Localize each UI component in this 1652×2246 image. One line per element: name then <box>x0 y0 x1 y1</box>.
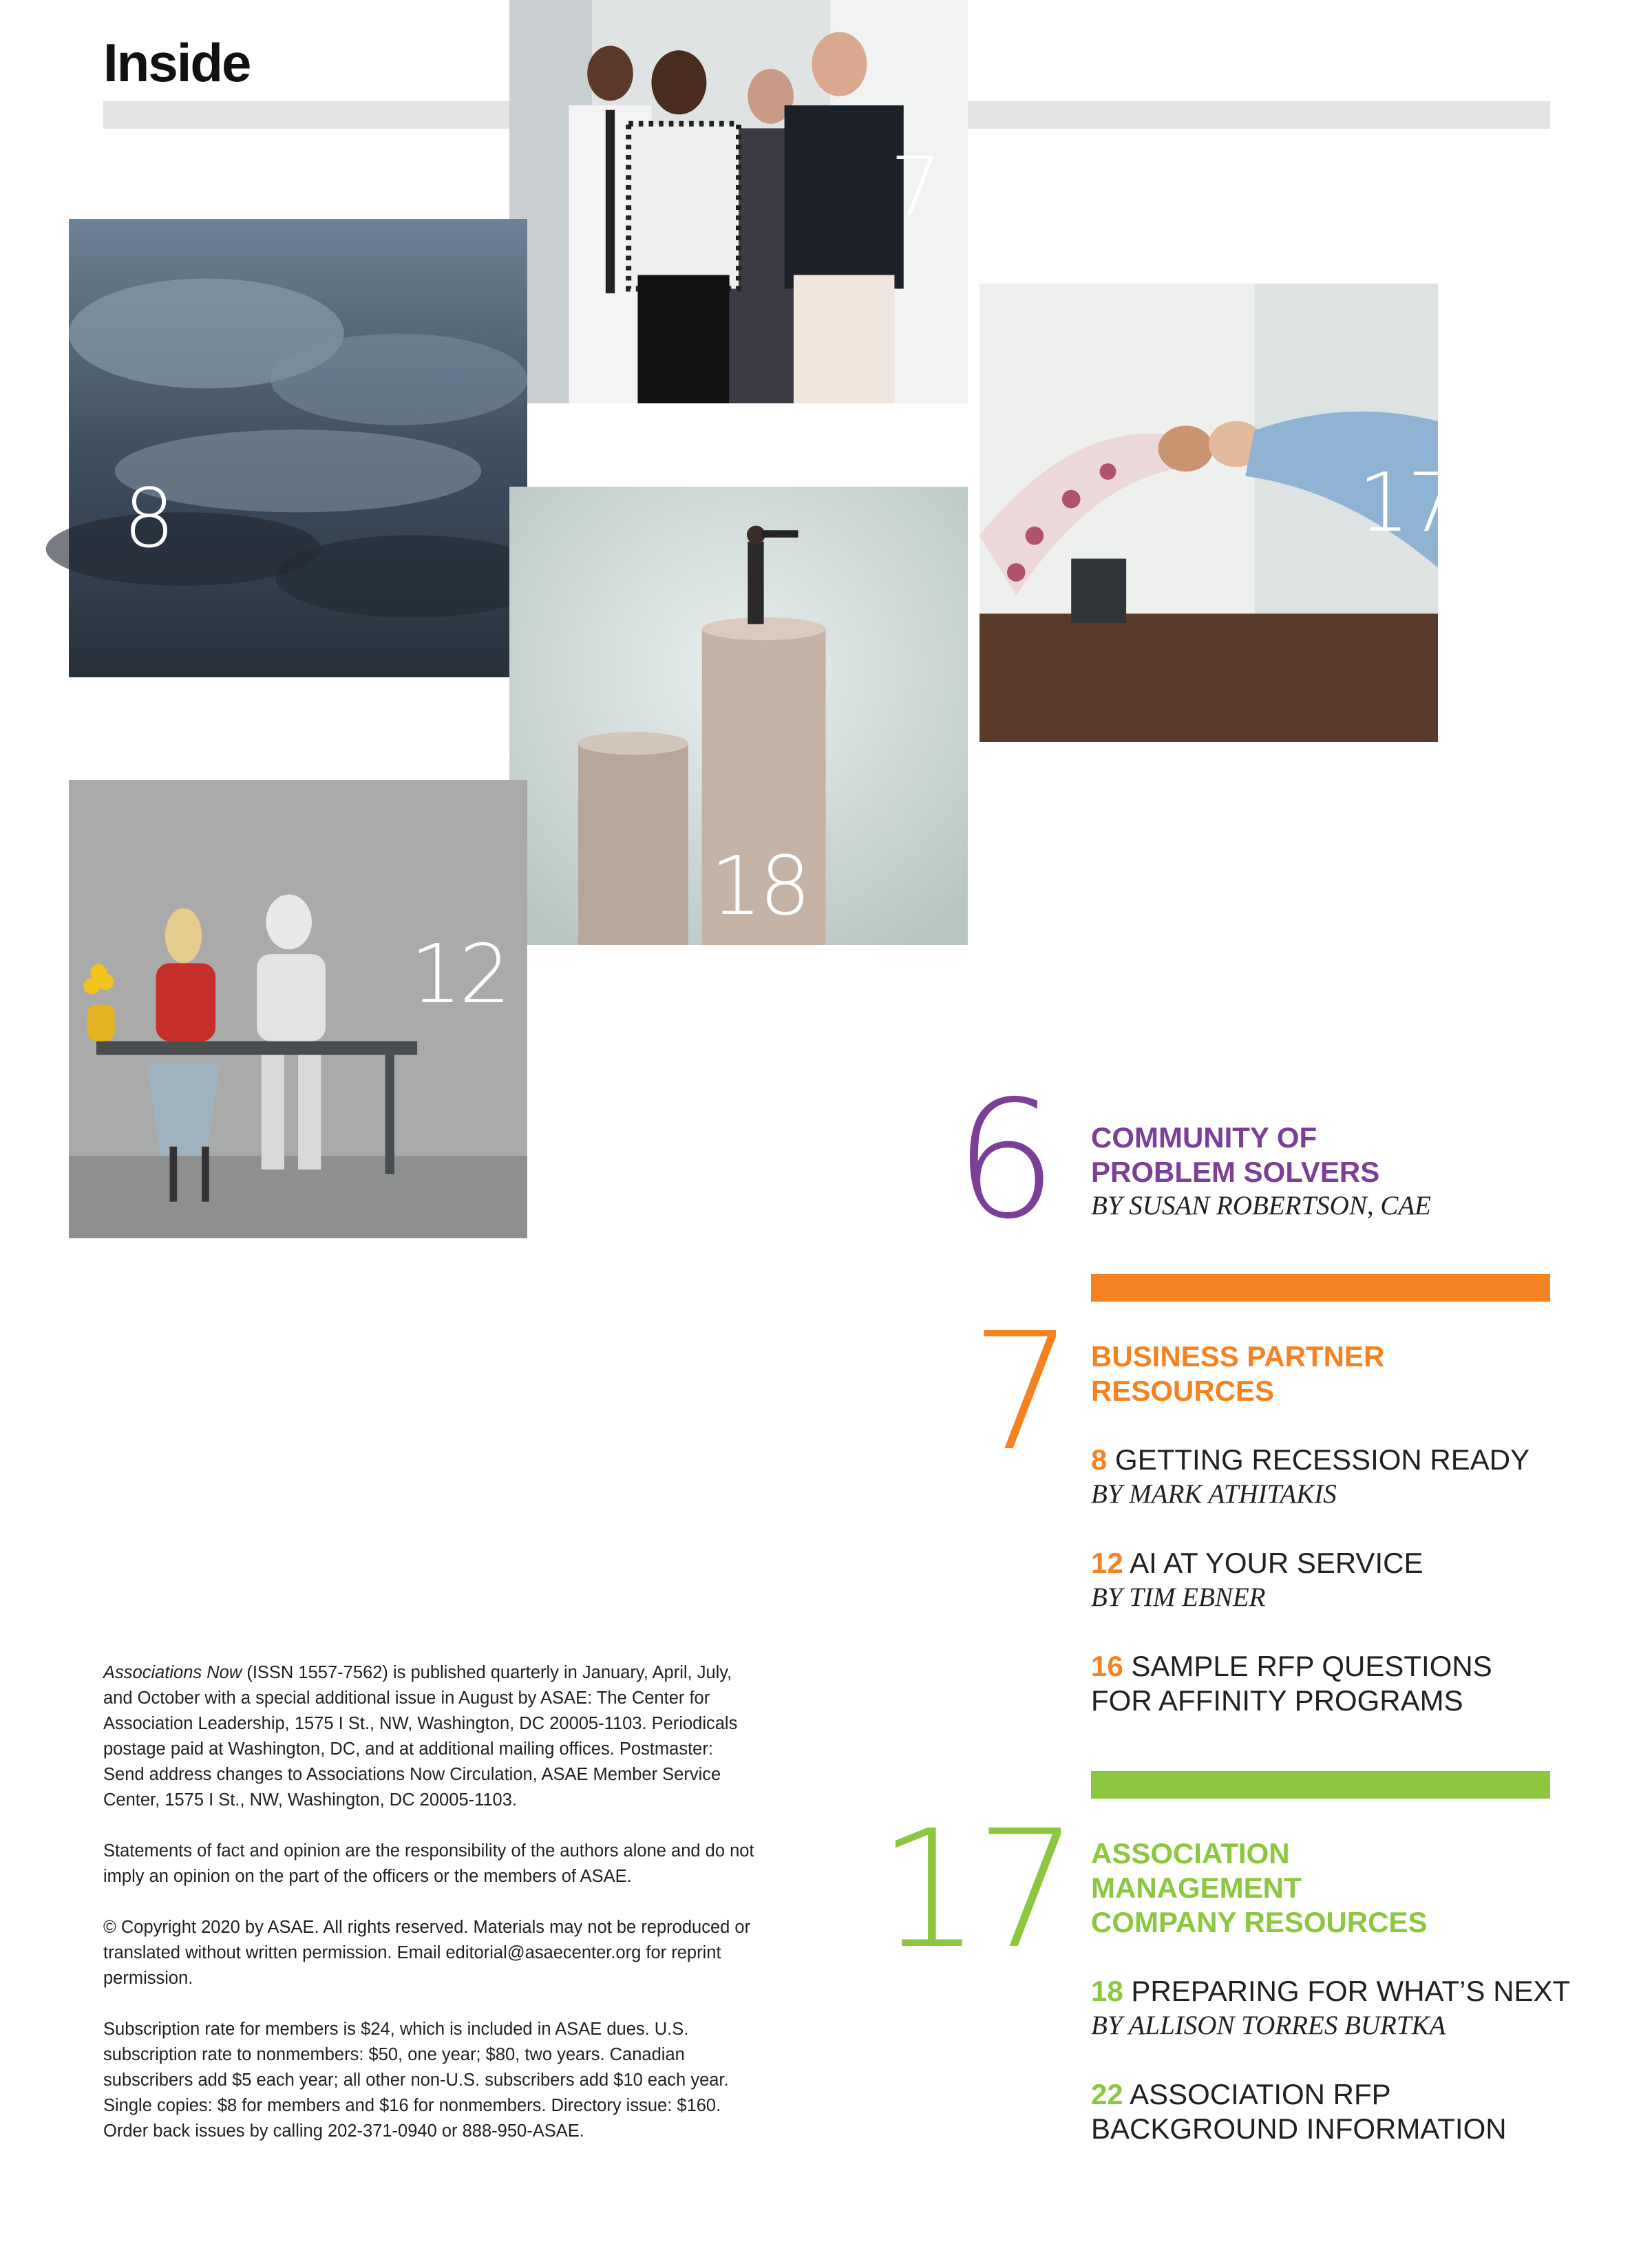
toc-entry[interactable] <box>1091 1649 1492 1718</box>
robot-desk-photo <box>69 780 527 1238</box>
toc-title: SAMPLE RFP QUESTIONS <box>1131 1650 1492 1682</box>
section-number: 7 <box>971 1297 1069 1487</box>
section-number: 17 <box>878 1795 1074 1984</box>
toc-title: ASSOCIATION RFP <box>1130 2078 1391 2110</box>
photo-number: 8 <box>123 471 173 566</box>
toc-title: PREPARING FOR WHAT’S NEXT <box>1131 1975 1571 2007</box>
toc-byline: BY ALLISON TORRES BURTKA <box>1091 2011 1446 2040</box>
toc-byline: BY TIM EBNER <box>1091 1582 1266 1612</box>
colophon-subscription: Subscription rate for members is $24, which is included in ASAE dues. U.S. subscription rate to nonmembers: $50, one year; $80, two years. Canadian subscribers add $5 each year; all other non-U.S. subscribers add $10 each year. Single copies: $8 for members and $16 for nonmembers. Directory issue: $160. Order back issues by calling 202-371-0940 or 888-950-ASAE. <box>103 2020 729 2141</box>
photo-number: 17 <box>1358 455 1457 550</box>
section-title: ASSOCIATION MANAGEMENT COMPANY RESOURCES <box>1091 1837 1428 1938</box>
toc-title-continued: FOR AFFINITY PROGRAMS <box>1091 1684 1463 1717</box>
colophon-copyright: © Copyright 2020 by ASAE. All rights reserved. Materials may not be reproduced or translated without written permission. Email editorial@asaecenter.org for reprint permission. <box>103 1918 751 1988</box>
toc-entry[interactable] <box>1091 1974 1570 2043</box>
toc-entry[interactable] <box>1091 2077 1507 2146</box>
publication-name: Associations Now <box>103 1663 242 1682</box>
section-byline: BY SUSAN ROBERTSON, CAE <box>1091 1191 1431 1220</box>
fist-bump-photo <box>979 284 1457 742</box>
toc-entry[interactable] <box>1091 1546 1423 1615</box>
colophon-publication-info: Associations Now (ISSN 1557-7562) is published quarterly in January, April, July, and October with a special additional issue in August by ASAE: The Center for Association Leadership, 1575 I St., NW, Washington, DC 20005-1103. Periodicals postage paid at Washington, DC, and at additional mailing offices. Postmaster: Send address changes to Associations Now Circulation, ASAE Member Service Center, 1575 I St., NW, Washington, DC 20005-1103. <box>103 1663 738 1810</box>
photo-number: 12 <box>410 926 509 1021</box>
clouds-photo <box>69 219 527 677</box>
team-photo <box>509 0 968 403</box>
colophon <box>103 1660 757 2170</box>
photo-number: 18 <box>710 838 809 933</box>
section-title: BUSINESS PARTNER RESOURCES <box>1091 1340 1385 1407</box>
section-title: COMMUNITY OF PROBLEM SOLVERS <box>1091 1121 1380 1188</box>
section-divider <box>1091 1771 1550 1799</box>
telescope-pillar-photo <box>509 487 968 945</box>
toc-page-number: 8 <box>1091 1443 1108 1476</box>
section-divider <box>1091 1274 1550 1302</box>
toc-entry[interactable] <box>1091 1443 1529 1512</box>
toc-page-number: 22 <box>1091 2078 1123 2110</box>
section-number: 6 <box>954 1066 1052 1255</box>
toc-byline: BY MARK ATHITAKIS <box>1091 1479 1337 1509</box>
toc-page-number: 16 <box>1091 1650 1123 1682</box>
toc-page-number: 12 <box>1091 1547 1123 1579</box>
toc-title: AI AT YOUR SERVICE <box>1130 1547 1423 1579</box>
toc-page-number: 18 <box>1091 1975 1123 2007</box>
page-title: Inside <box>103 32 251 93</box>
photo-number: 7 <box>890 139 940 234</box>
toc-title-continued: BACKGROUND INFORMATION <box>1091 2112 1507 2145</box>
colophon-disclaimer: Statements of fact and opinion are the responsibility of the authors alone and do not imply an opinion on the part of the officers or the members of ASAE. <box>103 1841 754 1886</box>
toc-title: GETTING RECESSION READY <box>1115 1443 1530 1476</box>
